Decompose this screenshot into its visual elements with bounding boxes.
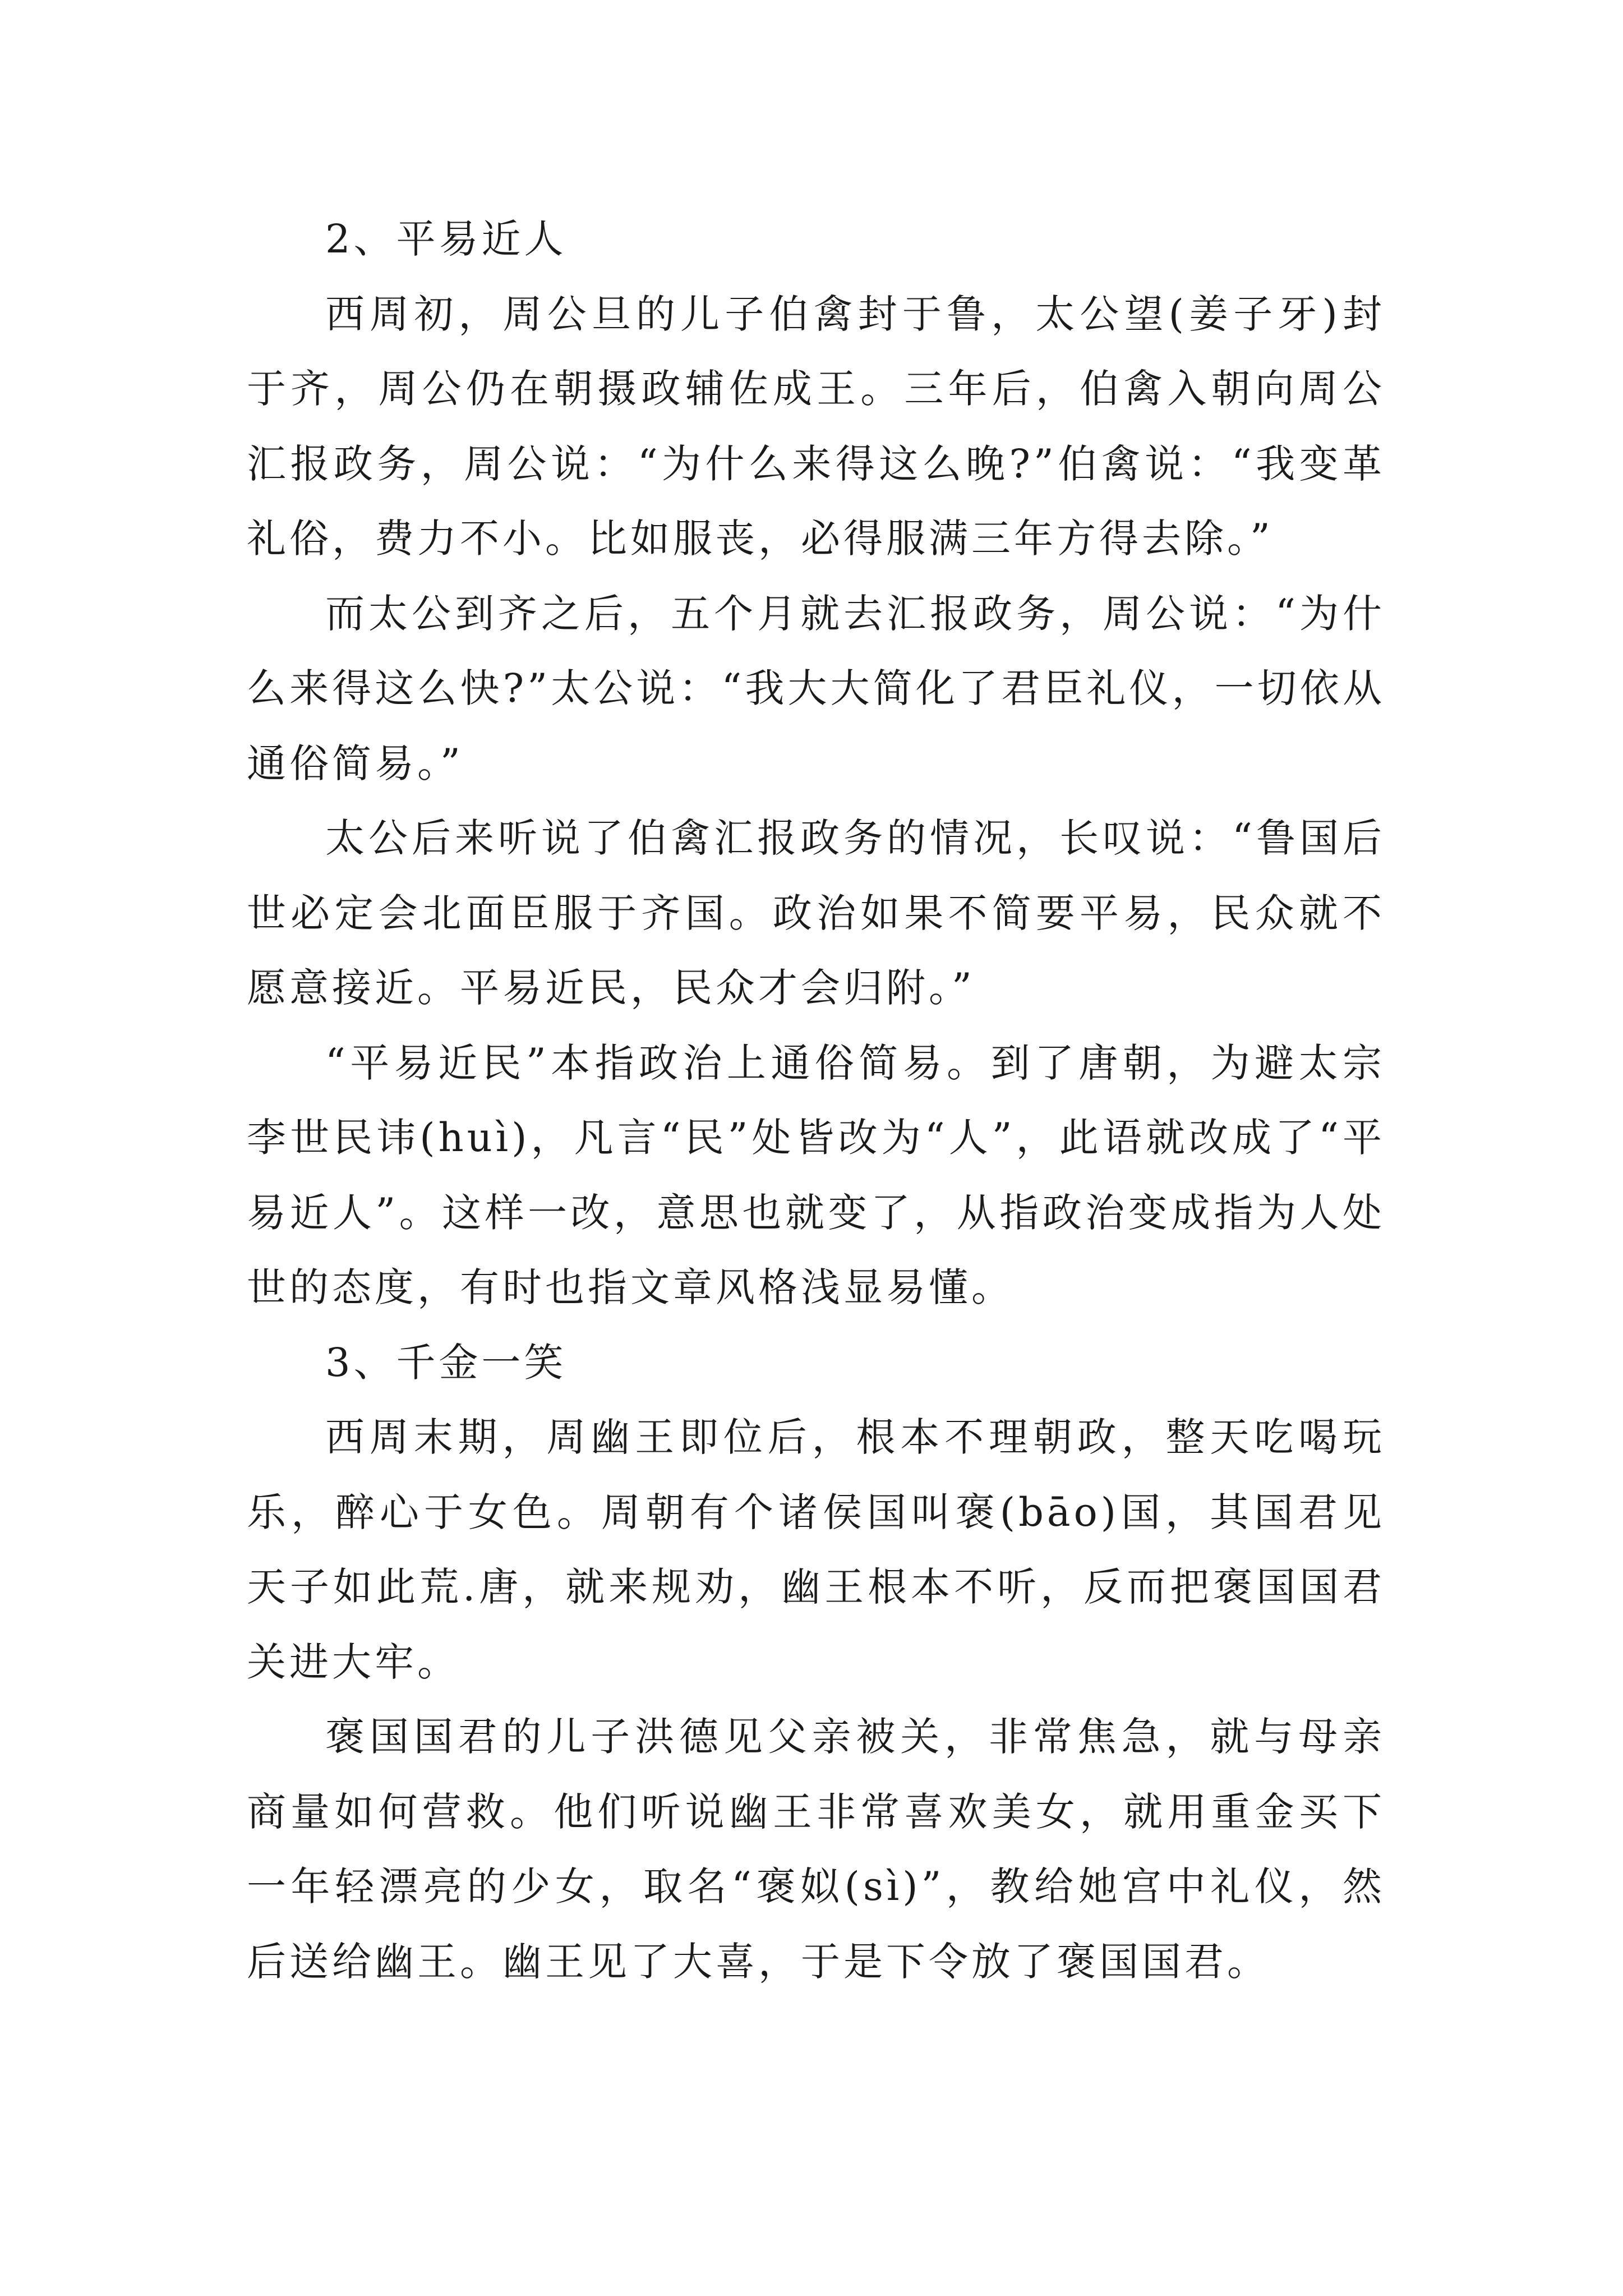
document-body (247, 202, 1385, 1999)
paragraph: 而太公到齐之后，五个月就去汇报政务，周公说：“为什么来得这么快?”太公说：“我大大简化了君臣礼仪，一切依从通俗简易。” (247, 590, 1385, 786)
paragraph: 西周初，周公旦的儿子伯禽封于鲁，太公望(姜子牙)封于齐，周公仍在朝摄政辅佐成王。三年后，伯禽入朝向周公汇报政务，周公说：“为什么来得这么晚?”伯禽说：“我变革礼俗，费力不小。比如服丧，必得服满三年方得去除。” (247, 291, 1385, 562)
section-heading-3: 3、千金一笑 (325, 1339, 567, 1386)
paragraph: “平易近民”本指政治上通俗简易。到了唐朝，为避太宗李世民讳(huì)，凡言“民”处皆改为“人”，此语就改成了“平易近人”。这样一改，意思也就变了，从指政治变成指为人处世的态度，有时也指文章风格浅显易懂。 (247, 1039, 1385, 1310)
paragraph: 西周末期，周幽王即位后，根本不理朝政，整天吃喝玩乐，醉心于女色。周朝有个诸侯国叫褒(bāo)国，其国君见天子如此荒.唐，就来规劝，幽王根本不听，反而把褒国国君关进大牢。 (247, 1414, 1385, 1685)
paragraph: 太公后来听说了伯禽汇报政务的情况，长叹说：“鲁国后世必定会北面臣服于齐国。政治如果不简要平易，民众就不愿意接近。平易近民，民众才会归附。” (247, 815, 1385, 1011)
paragraph: 褒国国君的儿子洪德见父亲被关，非常焦急，就与母亲商量如何营救。他们听说幽王非常喜欢美女，就用重金买下一年轻漂亮的少女，取名“褒姒(sì)”，教给她宫中礼仪，然后送给幽王。幽王见了大喜，于是下令放了褒国国君。 (247, 1714, 1385, 1985)
section-heading-2: 2、平易近人 (325, 216, 567, 262)
